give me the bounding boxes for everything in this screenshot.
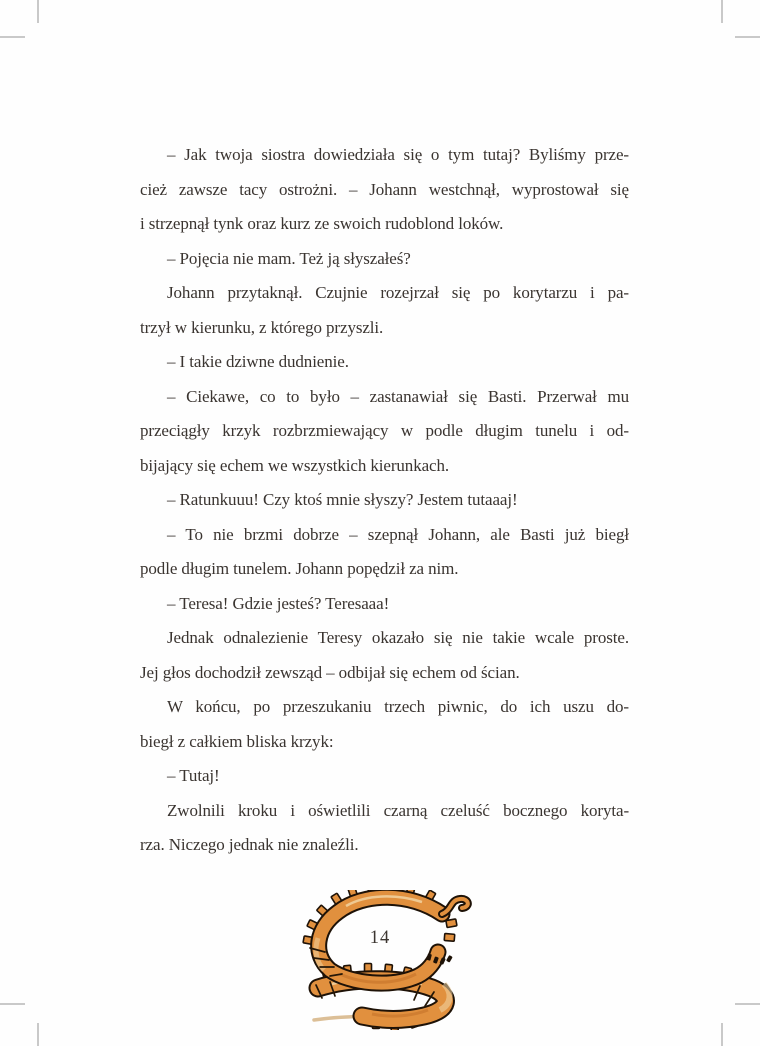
text-block (140, 138, 629, 863)
trim-mark-bottom-right-horizontal (735, 1003, 760, 1005)
trim-mark-top-left-vertical (37, 0, 39, 23)
text-line: podle długim tunelem. Johann popędził za nim. (140, 559, 459, 578)
text-line: przeciągły krzyk rozbrzmiewający w podle długim tunelu i od- (140, 421, 629, 440)
text-line: Johann przytaknął. Czujnie rozejrzał się po korytarzu i pa- (167, 283, 629, 302)
text-line: Zwolnili kroku i oświetlili czarną czeluść bocznego koryta- (167, 800, 629, 820)
text-line: – Jak twoja siostra dowiedziała się o tym tutaj? Byliśmy prze- (167, 145, 629, 164)
text-line: biegł z całkiem bliska krzyk: (140, 731, 334, 751)
dragon-tail-illustration (292, 890, 492, 1030)
text-line: – Tutaj! (167, 766, 220, 785)
text-line: W końcu, po przeszukaniu trzech piwnic, do ich uszu do- (167, 697, 629, 716)
trim-mark-bottom-right-vertical (721, 1023, 723, 1046)
text-line: – Ratunkuuu! Czy ktoś mnie słyszy? Jestem tutaaaj! (167, 490, 518, 509)
trim-mark-top-right-horizontal (735, 36, 760, 38)
text-line: – To nie brzmi dobrze – szepnął Johann, ale Basti już biegł (167, 524, 629, 544)
text-line: – Pojęcia nie mam. Też ją słyszałeś? (167, 248, 411, 268)
text-line: – I takie dziwne dudnienie. (167, 352, 349, 371)
trim-mark-bottom-left-horizontal (0, 1003, 25, 1005)
trim-mark-top-right-vertical (721, 0, 723, 23)
text-line: Jednak odnalezienie Teresy okazało się nie takie wcale proste. (167, 628, 629, 647)
text-line: bijający się echem we wszystkich kierunkach. (140, 455, 450, 475)
text-line: Jej głos dochodził zewsząd – odbijał się echem od ścian. (140, 662, 520, 682)
trim-mark-bottom-left-vertical (37, 1023, 39, 1046)
text-line: – Ciekawe, co to było – zastanawiał się Basti. Przerwał mu (167, 386, 629, 406)
text-line: trzył w kierunku, z którego przyszli. (140, 317, 384, 337)
text-line: rza. Niczego jednak nie znaleźli. (140, 835, 359, 854)
text-line: – Teresa! Gdzie jesteś? Teresaaa! (167, 593, 390, 613)
text-line: cież zawsze tacy ostrożni. – Johann westchnął, wyprostował się (140, 179, 629, 199)
text-line: i strzepnął tynk oraz kurz ze swoich rudoblond loków. (140, 214, 504, 233)
page-number: 14 (369, 928, 391, 948)
trim-mark-top-left-horizontal (0, 36, 25, 38)
